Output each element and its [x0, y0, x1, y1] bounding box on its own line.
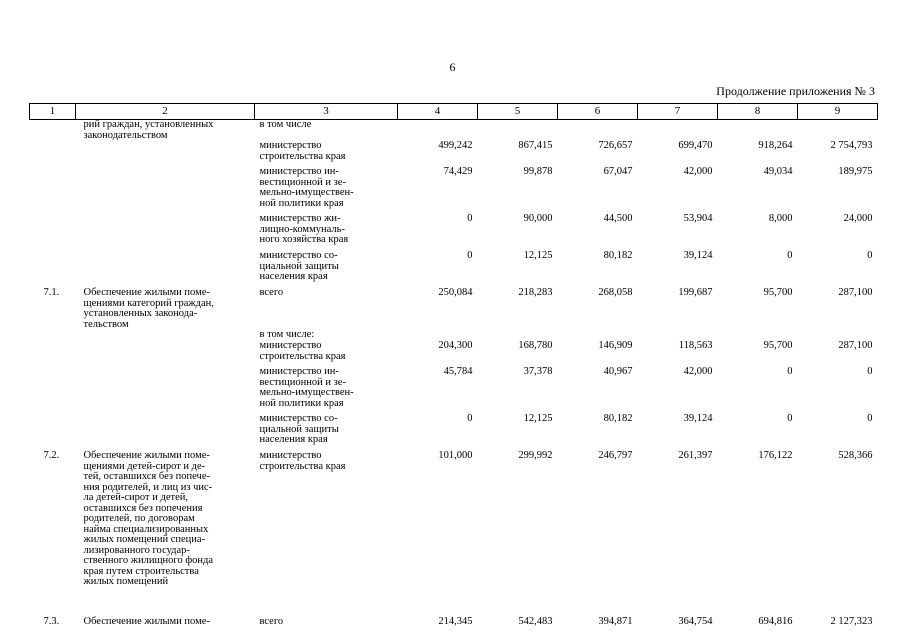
table-row: [30, 617, 878, 637]
table-row: [30, 451, 878, 617]
funding-source: министерство строительства края: [259, 140, 346, 162]
year-value: 0: [467, 213, 473, 224]
year-value: 918,264: [758, 140, 793, 151]
table-row: [30, 251, 878, 288]
year-value: 0: [787, 366, 793, 377]
year-value: 726,657: [598, 140, 633, 151]
row-description: Обеспечение жилыми поме-: [83, 616, 210, 627]
year-value: 0: [867, 413, 873, 424]
row-index: 7.2.: [43, 450, 60, 461]
table-row: [30, 120, 878, 142]
row-description: [76, 414, 255, 451]
row-description: [76, 341, 255, 367]
year-value: 24,000: [843, 213, 873, 224]
year-value: 101,000: [438, 450, 473, 461]
year-value: 90,000: [523, 213, 553, 224]
table-row: [30, 341, 878, 367]
row-description: Обеспечение жилыми поме- щениями детей-сирот и де- тей, оставшихся без попече- ния родителей, и лиц из чис- ла детей-сирот и детей, оставшихся без попечения родителей, по договорам найма специализированных жилых помещений специа- лизированного государ- ственного жилищного фонда края путем строительства жилых помещений: [83, 450, 213, 587]
table-row: [30, 367, 878, 414]
year-value: 39,124: [683, 413, 713, 424]
year-value: 261,397: [678, 450, 713, 461]
row-index: [30, 167, 76, 214]
year-value: 74,429: [443, 166, 473, 177]
year-value: 218,283: [518, 287, 553, 298]
column-header: 9: [798, 104, 878, 120]
year-value: 53,904: [683, 213, 713, 224]
column-header: 3: [255, 104, 398, 120]
year-value: 364,754: [678, 616, 713, 627]
year-value: 39,124: [683, 250, 713, 261]
year-value: 0: [467, 413, 473, 424]
table-row: [30, 167, 878, 214]
table-row: [30, 141, 878, 167]
header-row: [30, 104, 878, 120]
year-value: [558, 120, 638, 142]
year-value: 268,058: [598, 287, 633, 298]
row-index: [30, 414, 76, 451]
year-value: [798, 120, 878, 142]
year-value: 0: [787, 413, 793, 424]
row-description: [76, 141, 255, 167]
table-row: [30, 414, 878, 451]
year-value: 8,000: [768, 213, 793, 224]
year-value: [478, 120, 558, 142]
year-value: 250,084: [438, 287, 473, 298]
column-header: 8: [718, 104, 798, 120]
year-value: 40,967: [603, 366, 633, 377]
year-value: 189,975: [838, 166, 873, 177]
table-row: [30, 214, 878, 251]
year-value: 95,700: [763, 340, 793, 351]
year-value: 528,366: [838, 450, 873, 461]
row-description: [76, 367, 255, 414]
year-value: 99,878: [523, 166, 553, 177]
row-index: [30, 341, 76, 367]
row-description: рий граждан, установленных законодательством: [83, 119, 214, 141]
year-value: 118,563: [678, 340, 713, 351]
year-value: 204,300: [438, 340, 473, 351]
year-value: [638, 120, 718, 142]
year-value: 45,784: [443, 366, 473, 377]
column-header: 6: [558, 104, 638, 120]
row-index: 7.1.: [43, 287, 60, 298]
row-index: 7.3.: [43, 616, 60, 627]
year-value: [398, 120, 478, 142]
funding-source: министерство ин- вестиционной и зе- мельно-имуществен- ной политики края: [259, 166, 354, 209]
year-value: 42,000: [683, 366, 713, 377]
funding-source: министерство строительства края: [259, 340, 346, 362]
year-value: 95,700: [763, 287, 793, 298]
year-value: 867,415: [518, 140, 553, 151]
year-value: 0: [787, 250, 793, 261]
year-value: 394,871: [598, 616, 633, 627]
year-value: 44,500: [603, 213, 633, 224]
year-value: 2 754,793: [830, 140, 873, 151]
year-value: 299,992: [518, 450, 553, 461]
year-value: 80,182: [603, 413, 633, 424]
funding-source: министерство строительства края: [259, 450, 346, 472]
row-index: [30, 120, 76, 142]
row-description: [76, 330, 255, 341]
year-value: 2 127,323: [830, 616, 873, 627]
row-description: [76, 167, 255, 214]
funding-source: министерство со- циальной защиты населения края: [259, 413, 339, 445]
year-value: 12,125: [523, 250, 553, 261]
year-value: 214,345: [438, 616, 473, 627]
table-row: [30, 288, 878, 330]
year-value: 80,182: [603, 250, 633, 261]
year-value: 168,780: [518, 340, 553, 351]
year-value: 176,122: [758, 450, 793, 461]
table-body: [30, 120, 878, 638]
year-value: 37,378: [523, 366, 553, 377]
funding-source: в том числе: [259, 119, 312, 130]
row-index: [30, 251, 76, 288]
column-header: 4: [398, 104, 478, 120]
year-value: 12,125: [523, 413, 553, 424]
year-value: 287,100: [838, 340, 873, 351]
year-value: 146,909: [598, 340, 633, 351]
row-index: [30, 367, 76, 414]
year-value: 42,000: [683, 166, 713, 177]
row-index: [30, 214, 76, 251]
year-value: 542,483: [518, 616, 553, 627]
funding-source: министерство жи- лищно-коммуналь- ного хозяйства края: [259, 213, 349, 245]
funding-source: всего: [259, 287, 284, 298]
column-header: 5: [478, 104, 558, 120]
year-value: 0: [867, 366, 873, 377]
budget-table: [29, 103, 878, 637]
year-value: [718, 120, 798, 142]
year-value: 0: [467, 250, 473, 261]
page-number: 6: [449, 60, 456, 74]
year-value: 199,687: [678, 287, 713, 298]
year-value: 246,797: [598, 450, 633, 461]
row-description: Обеспечение жилыми поме- щениями категорий граждан, установленных законода- тельством: [83, 287, 214, 330]
year-value: 499,242: [438, 140, 473, 151]
column-header: 1: [30, 104, 76, 120]
appendix-continuation-label: Продолжение приложения № 3: [716, 84, 875, 98]
funding-source: в том числе:: [259, 329, 315, 340]
column-header: 7: [638, 104, 718, 120]
funding-source: всего: [259, 616, 284, 627]
funding-source: министерство ин- вестиционной и зе- мельно-имуществен- ной политики края: [259, 366, 354, 409]
row-description: [76, 251, 255, 288]
year-value: 49,034: [763, 166, 793, 177]
column-header: 2: [76, 104, 255, 120]
year-value: 67,047: [603, 166, 633, 177]
year-value: 699,470: [678, 140, 713, 151]
year-value: 694,816: [758, 616, 793, 627]
funding-source: министерство со- циальной защиты населения края: [259, 250, 339, 282]
row-description: [76, 214, 255, 251]
row-index: [30, 330, 76, 341]
year-value: 0: [867, 250, 873, 261]
row-index: [30, 141, 76, 167]
year-value: 287,100: [838, 287, 873, 298]
